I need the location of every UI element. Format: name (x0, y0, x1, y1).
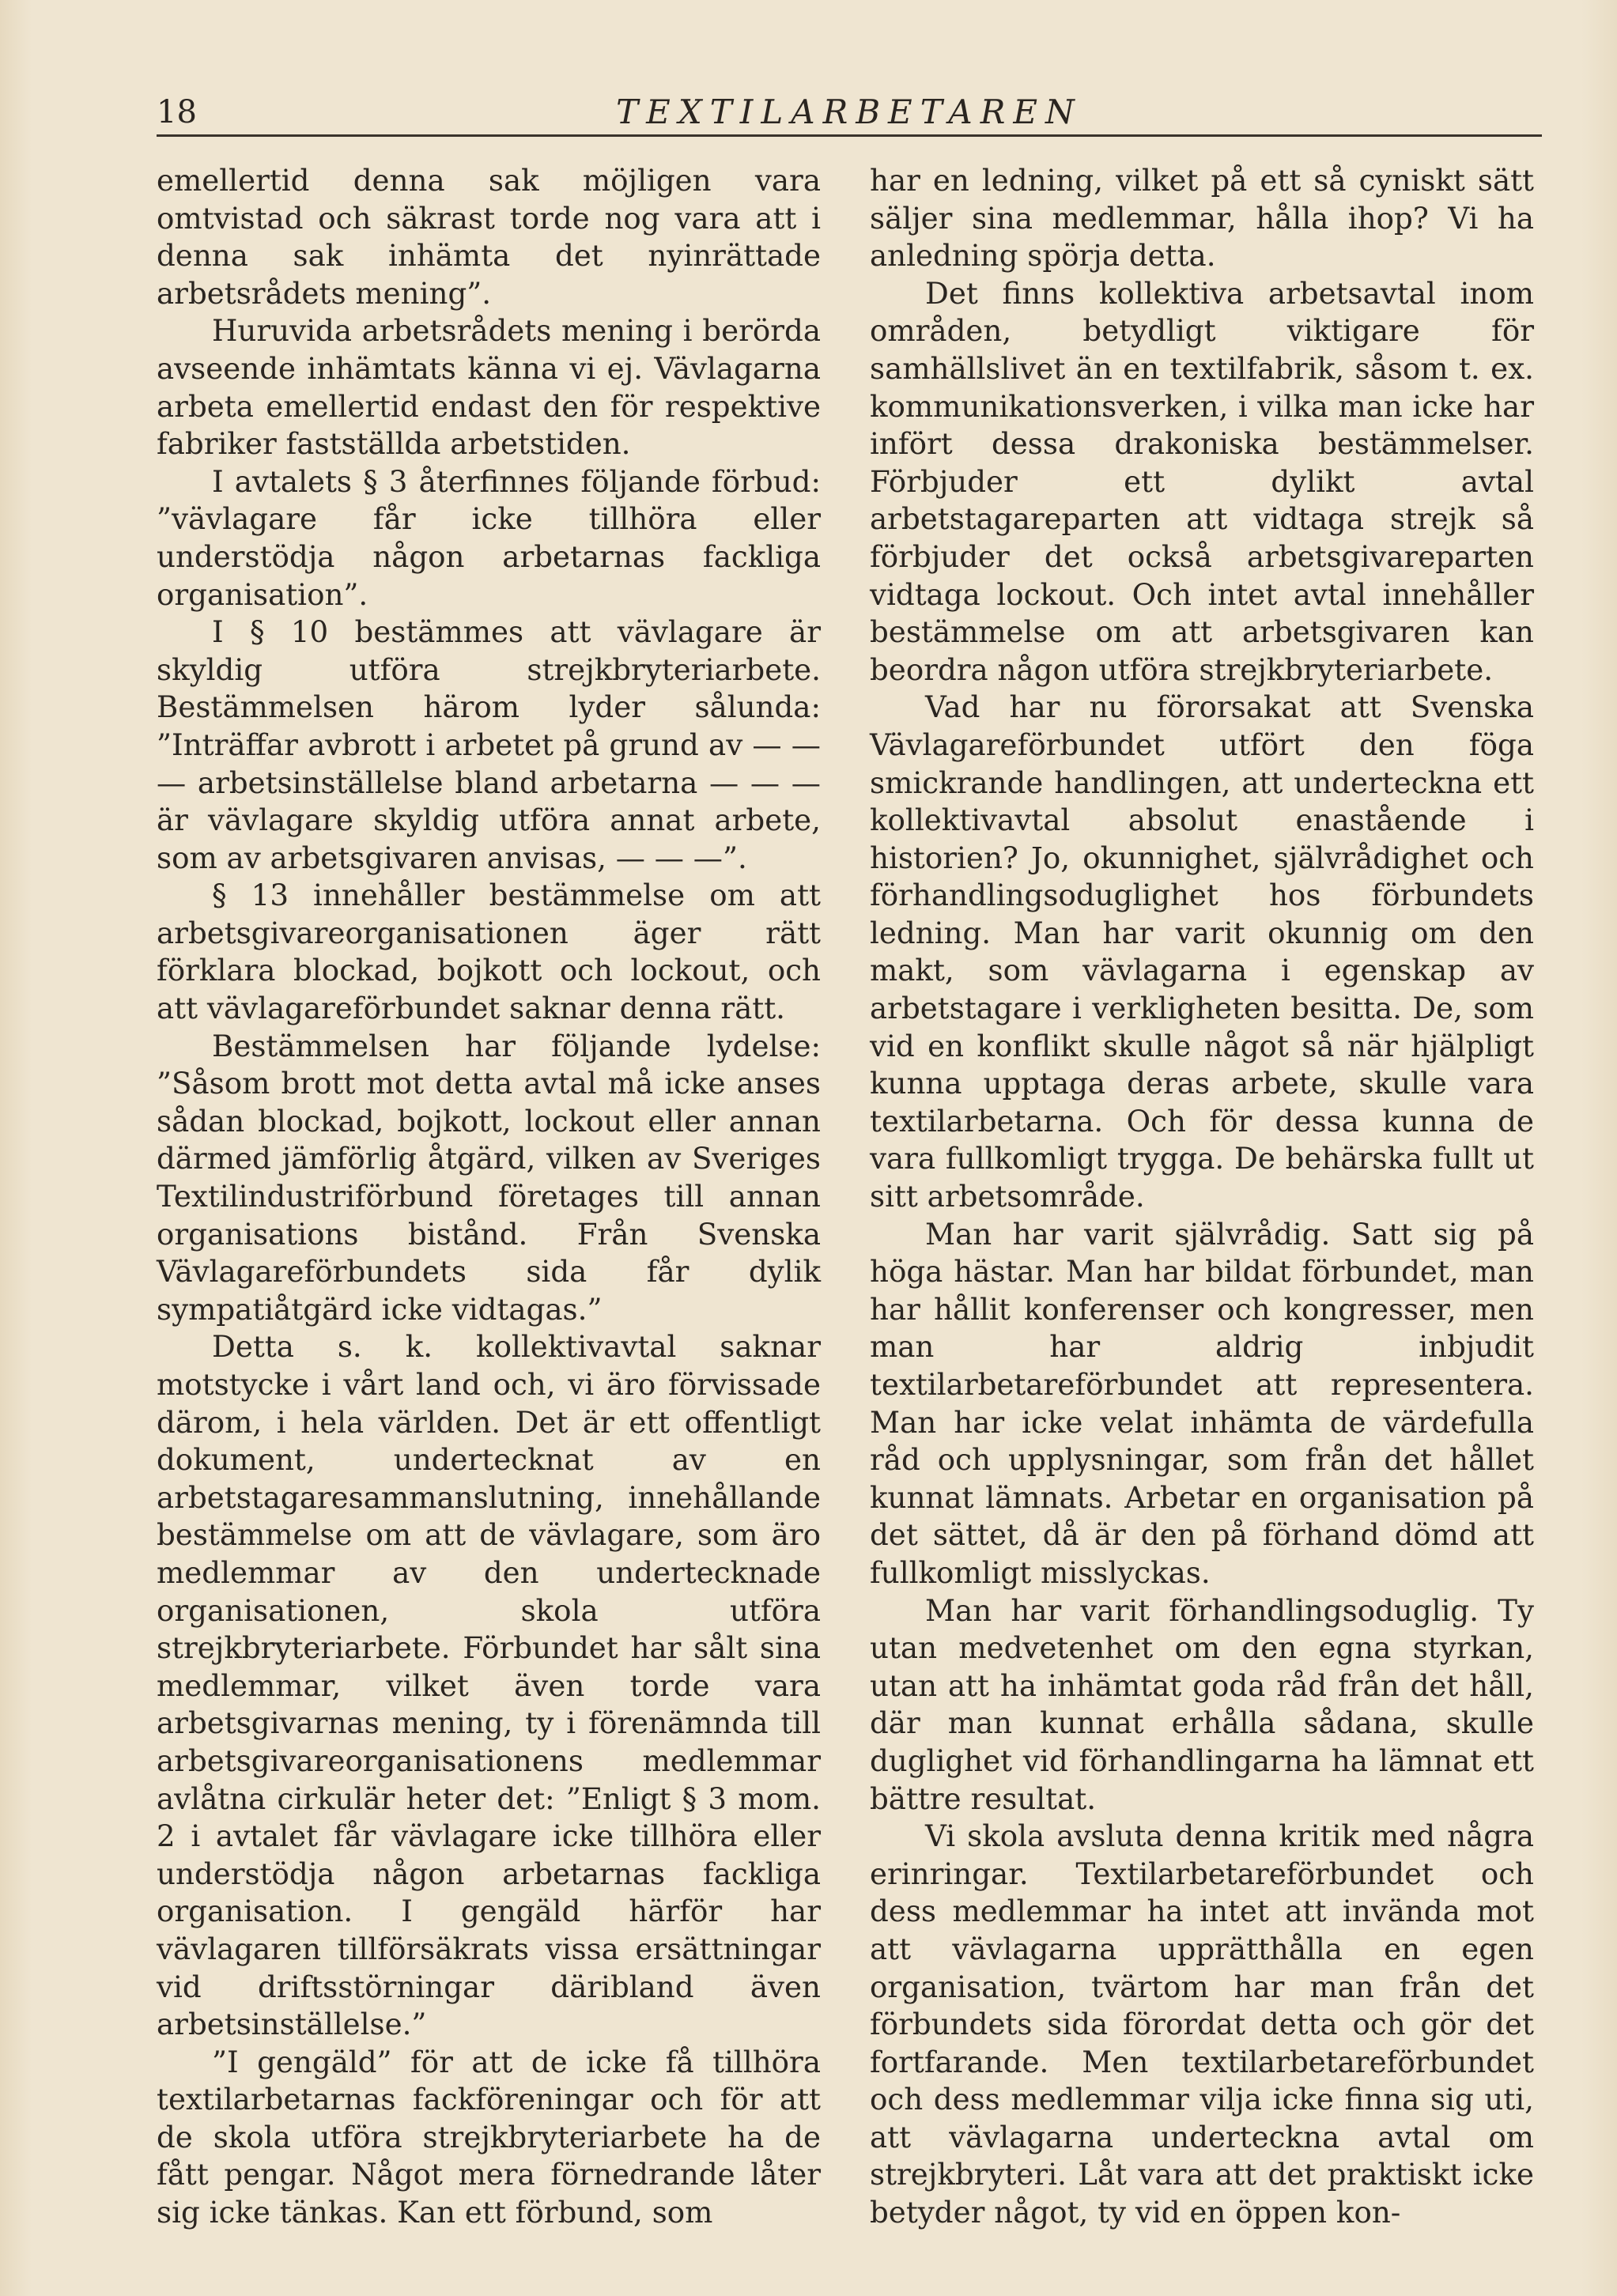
left-column (157, 162, 821, 2232)
right-column (870, 162, 1534, 2232)
paragraph: Bestämmelsen har följande lydelse: ”Såsom brott mot detta avtal må icke anses sådan blockad, bojkott, lockout eller annan därmed jämförlig åtgärd, vilken av Sveriges Textilindustriförbund företages till annan organisations bistånd. Från Svenska Vävlagareförbundets sida får dylik sympatiåtgärd icke vidtagas.” (157, 1028, 821, 1327)
paragraph: Det finns kollektiva arbetsavtal inom områden, betydligt viktigare för samhällslivet än en textilfabrik, såsom t. ex. kommunikationsverken, i vilka man icke har infört dessa drakoniska bestämmelser. Förbjuder ett dylikt avtal arbetstagareparten att vidtaga strejk så förbjuder det också arbetsgivareparten vidtaga lockout. Och intet avtal innehåller bestämmelse om att arbetsgivaren kan beordra någon utföra strejkbryteriarbete. (870, 275, 1534, 687)
paragraph: I avtalets § 3 återfinnes följande förbud: ”vävlagare får icke tillhöra eller understödja någon arbetarnas fackliga organisation”. (157, 463, 821, 612)
paragraph: § 13 innehåller bestämmelse om att arbetsgivareorganisationen äger rätt förklara blockad, bojkott och lockout, och att vävlagareförbundet saknar denna rätt. (157, 878, 821, 1026)
paragraph: Detta s. k. kollektivavtal saknar motstycke i vårt land och, vi äro förvissade därom, i hela världen. Det är ett offentligt dokument, undertecknat av en arbetstagaresammanslutning, innehållande bestämmelse om att de vävlagare, som äro medlemmar av den undertecknade organisationen, skola utföra strejkbryteriarbete. Förbundet har sålt sina medlemmar, vilket även torde vara arbetsgivarnas mening, ty i förenämnda till arbetsgivareorganisationens medlemmar avlåtna cirkulär heter det: ”Enligt § 3 mom. 2 i avtalet får vävlagare icke tillhöra eller understödja någon arbetarnas fackliga organisation. I gengäld härför har vävlagaren tillförsäkrats vissa ersättningar vid driftsstörningar däribland även arbetsinställelse.” (157, 1329, 821, 2042)
paragraph: Vi skola avsluta denna kritik med några erinringar. Textilarbetareförbundet och dess medlemmar ha intet att invända mot att vävlagarna upprätthålla en egen organisation, tvärtom har man från det förbundets sida förordat detta och gör det fortfarande. Men textilarbetareförbundet och dess medlemmar vilja icke finna sig uti, att vävlagarna underteckna avtal om strejkbryteri. Låt vara att det praktiskt icke betyder något, ty vid en öppen kon- (870, 1818, 1534, 2230)
paragraph: ”I gengäld” för att de icke få tillhöra textilarbetarnas fackföreningar och för att de skola utföra strejkbryteriarbete ha de fått pengar. Något mera förnedrande låter sig icke tänkas. Kan ett förbund, som (157, 2044, 821, 2230)
paragraph: Vad har nu förorsakat att Svenska Vävlagareförbundet utfört den föga smickrande handlingen, att underteckna ett kollektivavtal absolut enastående i historien? Jo, okunnighet, självrådighet och förhandlingsoduglighet hos förbundets ledning. Man har varit okunnig om den makt, som vävlagarna i egenskap av arbetstagare i verkligheten besitta. De, som vid en konflikt skulle något så när hjälpligt kunna upptaga deras arbete, skulle vara textilarbetarna. Och för dessa kunna de vara fullkomligt trygga. De behärska fullt ut sitt arbetsområde. (870, 689, 1534, 1214)
paragraph: I § 10 bestämmes att vävlagare är skyldig utföra strejkbryteriarbete. Bestämmelsen härom lyder sålunda: ”Inträffar avbrott i arbetet på grund av — — — arbetsinställelse bland arbetarna — — — är vävlagare skyldig utföra annat arbete, som av arbetsgivaren anvisas, — — —”. (157, 614, 821, 875)
paragraph: emellertid denna sak möjligen vara omtvistad och säkrast torde nog vara att i denna sak inhämta det nyinrättade arbetsrådets mening”. (157, 163, 821, 311)
paragraph: Man har varit förhandlingsoduglig. Ty utan medvetenhet om den egna styrkan, utan att ha inhämtat goda råd från det håll, där man kunnat erhålla sådana, skulle duglighet vid förhandlingarna ha lämnat ett bättre resultat. (870, 1592, 1534, 1816)
header-divider (157, 134, 1542, 137)
page-number: 18 (157, 94, 197, 130)
paragraph: Man har varit självrådig. Satt sig på höga hästar. Man har bildat förbundet, man har hållit konferenser och kongresser, men man har aldrig inbjudit textilarbetareförbundet att representera. Man har icke velat inhämta de värdefulla råd och upplysningar, som från det hållet kunnat lämnats. Arbetar en organisation på det sättet, då är den på förhand dömd att fullkomligt misslyckas. (870, 1216, 1534, 1590)
paragraph: har en ledning, vilket på ett så cyniskt sätt säljer sina medlemmar, hålla ihop? Vi ha anledning spörja detta. (870, 163, 1534, 274)
page-header (157, 89, 1542, 136)
running-title: TEXTILARBETAREN (616, 93, 1082, 131)
paragraph: Huruvida arbetsrådets mening i berörda avseende inhämtats känna vi ej. Vävlagarna arbeta emellertid endast den för respektive fabriker fastställda arbetstiden. (157, 313, 821, 462)
